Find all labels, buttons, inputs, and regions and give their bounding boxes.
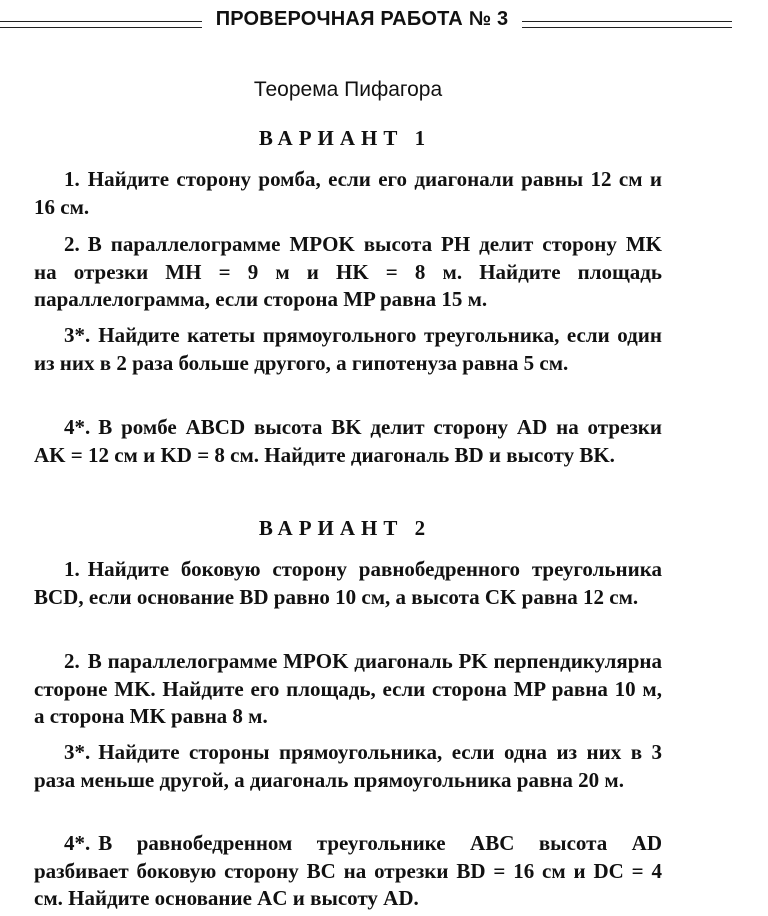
variant-2-problem-1 xyxy=(34,556,662,611)
problem-text: Найдите катеты прямоугольного треугольника, если один из них в 2 раза больше другого, а гипотенуза равна 5 см. xyxy=(34,323,662,375)
problem-number: 1. xyxy=(64,167,80,191)
problem-number: 3*. xyxy=(64,740,91,764)
variant-2-problem-2 xyxy=(34,648,662,731)
variant-1-heading: ВАРИАНТ 1 xyxy=(258,126,432,150)
problem-number: 1. xyxy=(64,557,80,581)
worksheet-header xyxy=(0,8,768,38)
problem-number: 2. xyxy=(64,232,80,256)
problem-number: 2. xyxy=(64,649,80,673)
problem-text: Найдите сторону ромба, если его диагонали равны 12 см и 16 см. xyxy=(34,167,662,219)
variant-2-heading: ВАРИАНТ 2 xyxy=(258,516,432,540)
problem-text: В ромбе ABCD высота BK делит сторону AD на отрезки AK = 12 см и KD = 8 см. Найдите диагональ BD и высоту BK. xyxy=(34,415,662,467)
header-rule-left xyxy=(0,21,202,28)
variant-2-problem-3 xyxy=(34,739,662,794)
problem-text: В равнобедренном треугольнике ABC высота AD разбивает боковую сторону BC на отрезки BD = 16 см и DC = 4 см. Найдите основание AC и высоту AD. xyxy=(34,831,662,910)
problem-text: В параллелограмме MPOK диагональ PK перпендикулярна стороне MK. Найдите его площадь, если сторона MP равна 10 м, а сторона MK равна 8 м. xyxy=(34,649,662,728)
problem-text: Найдите стороны прямоугольника, если одна из них в 3 раза меньше другой, а диагональ прямоугольника равна 20 м. xyxy=(34,740,662,792)
variant-1-problem-3 xyxy=(34,322,662,377)
problem-text: В параллелограмме MPOK высота PH делит сторону MK на отрезки MH = 9 м и HK = 8 м. Найдите площадь параллелограмма, если сторона MP равна 15 м. xyxy=(34,232,662,311)
problem-number: 4*. xyxy=(64,831,91,855)
variant-1-problem-2 xyxy=(34,231,662,314)
worksheet-title: ПРОВЕРОЧНАЯ РАБОТА № 3 xyxy=(215,8,509,30)
header-rule-right xyxy=(522,21,732,28)
variant-1-problem-1 xyxy=(34,166,662,221)
problem-text: Найдите боковую сторону равнобедренного треугольника BCD, если основание BD равно 10 см, а высота CK равна 12 см. xyxy=(34,557,662,609)
topic-title: Теорема Пифагора xyxy=(253,78,443,101)
problem-number: 3*. xyxy=(64,323,91,347)
problem-number: 4*. xyxy=(64,415,91,439)
variant-1-problem-4 xyxy=(34,414,662,469)
variant-2-problem-4 xyxy=(34,830,662,913)
